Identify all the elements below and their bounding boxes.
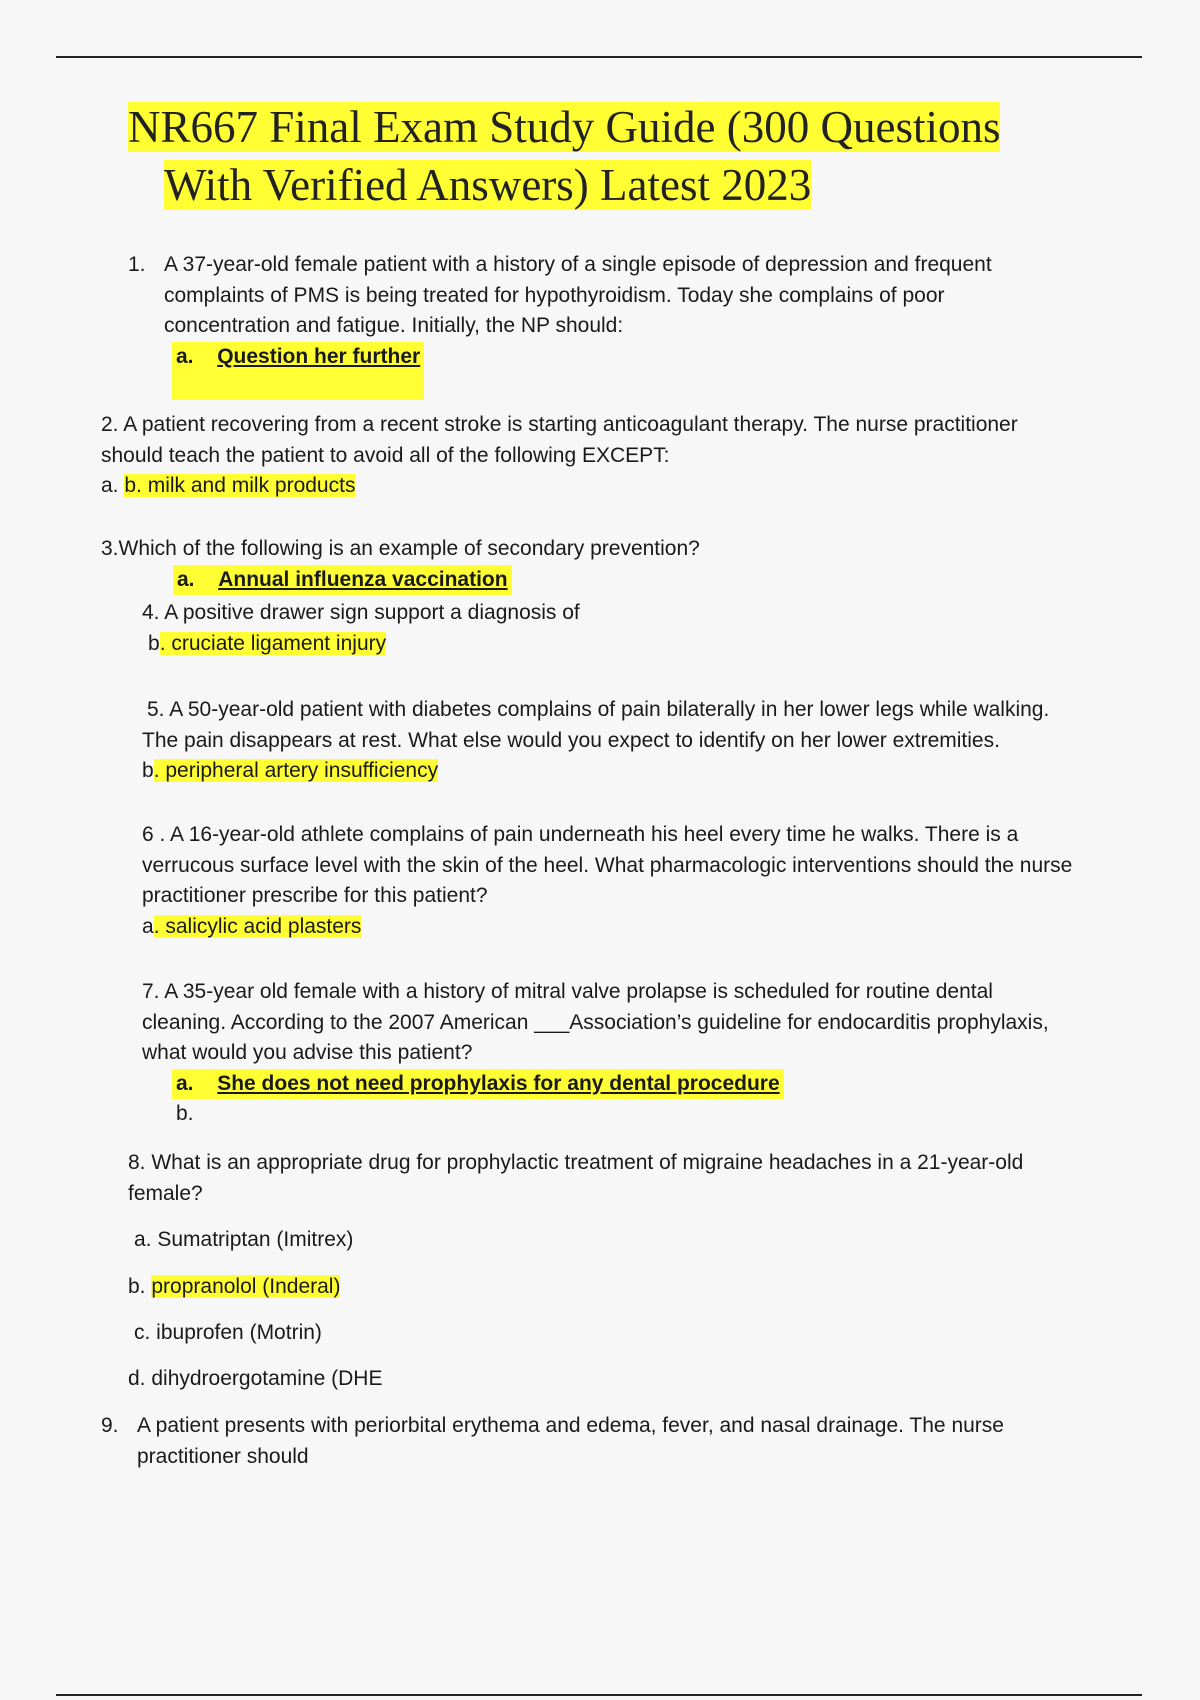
question-6: [142, 820, 1192, 942]
question-1-answer: [172, 342, 424, 401]
question-9-number: 9.: [101, 1414, 119, 1437]
question-5-line: The pain disappears at rest. What else would you expect to identify on her lower extremities.: [142, 728, 1000, 752]
question-1-line: complaints of PMS is being treated for hypothyroidism. Today she complains of poor: [164, 283, 945, 307]
question-8-option-d: d. dihydroergotamine (DHE: [128, 1367, 383, 1390]
question-5-line: 5. A 50-year-old patient with diabetes complains of pain bilaterally in her lower legs while walking.: [147, 698, 1050, 721]
question-2: [101, 410, 1181, 502]
question-5-answer: . peripheral artery insufficiency: [153, 759, 439, 782]
question-1-line: A 37-year-old female patient with a history of a single episode of depression and frequent: [164, 253, 992, 276]
question-4-line: 4. A positive drawer sign support a diagnosis of: [142, 601, 580, 624]
question-3-line: 3.Which of the following is an example of secondary prevention?: [101, 537, 700, 560]
answer-text: Annual influenza vaccination: [218, 567, 508, 591]
question-1: [128, 250, 1128, 400]
answer-prefix: b: [148, 631, 160, 655]
question-9-line: practitioner should: [137, 1444, 309, 1468]
question-7-answer: [172, 1069, 784, 1100]
answer-prefix: b.: [128, 1275, 152, 1298]
question-6-answer: . salicylic acid plasters: [153, 914, 362, 938]
question-1-number: 1.: [128, 253, 146, 276]
answer-letter: a.: [177, 567, 195, 591]
question-7-line: cleaning. According to the 2007 American ___Association’s guideline for endocarditis prophylaxis,: [142, 1010, 1049, 1034]
title-line-1: NR667 Final Exam Study Guide (300 Questions: [128, 102, 1001, 152]
answer-letter: a.: [176, 1071, 194, 1095]
question-7-line: 7. A 35-year old female with a history of mitral valve prolapse is scheduled for routine dental: [142, 980, 993, 1003]
page-title: [128, 98, 1088, 214]
answer-prefix: a: [142, 914, 154, 938]
question-7-option-b: b.: [176, 1102, 194, 1125]
answer-text: She does not need prophylaxis for any dental procedure: [217, 1071, 780, 1095]
question-6-line: verrucous surface level with the skin of the heel. What pharmacologic interventions should the nurse: [142, 853, 1073, 877]
bottom-rule: [56, 1694, 1142, 1696]
question-3-answer: [173, 565, 512, 596]
question-2-answer: b. milk and milk products: [124, 474, 356, 497]
question-1-line: concentration and fatigue. Initially, the NP should:: [164, 314, 624, 337]
question-8-option-c: c. ibuprofen (Motrin): [134, 1321, 322, 1344]
answer-letter: a.: [176, 344, 194, 368]
question-2-line: should teach the patient to avoid all of the following EXCEPT:: [101, 443, 670, 467]
answer-text: Question her further: [217, 344, 421, 368]
question-8-line: female?: [128, 1181, 203, 1205]
question-3: [101, 534, 1101, 595]
question-8-line: 8. What is an appropriate drug for prophylactic treatment of migraine headaches in a 21-year-old: [128, 1151, 1024, 1174]
question-4-answer: . cruciate ligament injury: [159, 631, 387, 655]
answer-prefix: a.: [101, 474, 125, 497]
question-2-line: 2. A patient recovering from a recent stroke is starting anticoagulant therapy. The nurse practitioner: [101, 413, 1018, 436]
question-7-line: what would you advise this patient?: [142, 1041, 473, 1064]
question-8-option-a: a. Sumatriptan (Imitrex): [134, 1228, 354, 1251]
question-9-line: A patient presents with periorbital erythema and edema, fever, and nasal drainage. The nurse: [137, 1414, 1004, 1437]
question-9: [101, 1411, 1181, 1472]
question-7: [142, 977, 1192, 1130]
question-6-line: practitioner prescribe for this patient?: [142, 884, 488, 907]
question-5: [142, 695, 1192, 787]
title-line-2: With Verified Answers) Latest 2023: [164, 160, 812, 210]
question-4: [142, 598, 1142, 659]
question-8-answer: propranolol (Inderal): [151, 1275, 341, 1298]
top-rule: [56, 56, 1142, 58]
question-6-line: 6 . A 16-year-old athlete complains of pain underneath his heel every time he walks. There is a: [142, 823, 1019, 846]
question-8: [128, 1148, 1178, 1209]
question-8-option-b: [128, 1272, 340, 1303]
answer-prefix: b: [142, 759, 154, 782]
